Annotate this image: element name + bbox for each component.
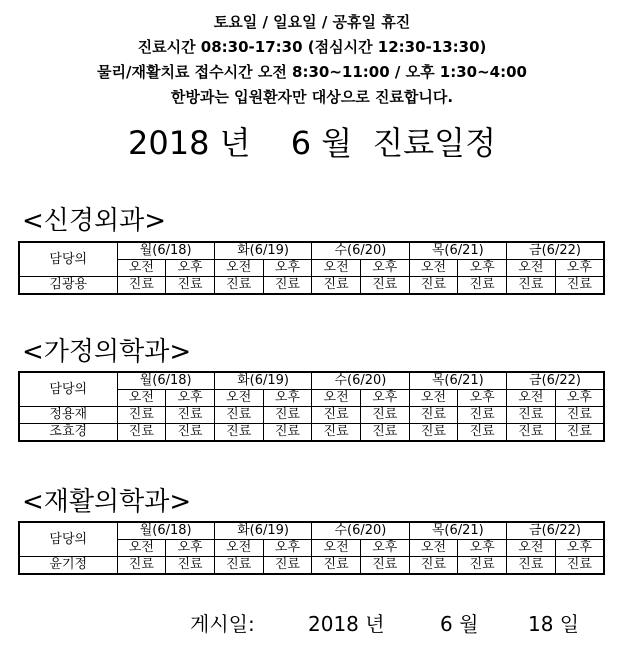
schedule-cell: 진료 bbox=[214, 277, 263, 295]
notice-holidays: 토요일 / 일요일 / 공휴일 휴진 bbox=[213, 13, 411, 31]
schedule-cell: 진료 bbox=[458, 557, 507, 575]
schedule-cell: 진료 bbox=[507, 277, 556, 295]
pm-header: 오후 bbox=[458, 390, 507, 407]
pm-header: 오후 bbox=[166, 260, 215, 277]
schedule-cell: 진료 bbox=[507, 407, 556, 424]
schedule-cell: 진료 bbox=[507, 557, 556, 575]
schedule-table-neurosurgery bbox=[18, 241, 605, 295]
title-year: 2018 년 bbox=[128, 124, 251, 162]
schedule-cell: 진료 bbox=[360, 424, 409, 442]
schedule-cell: 진료 bbox=[555, 557, 604, 575]
day-header: 목(6/21) bbox=[409, 242, 506, 260]
schedule-cell: 진료 bbox=[117, 424, 166, 442]
doctor-name: 조효경 bbox=[19, 424, 117, 442]
am-header: 오전 bbox=[214, 390, 263, 407]
schedule-cell: 진료 bbox=[409, 277, 458, 295]
table-row bbox=[19, 424, 604, 442]
section-title-rehabilitation: <재활의학과> bbox=[22, 487, 192, 517]
schedule-cell: 진료 bbox=[507, 424, 556, 442]
schedule-table-rehabilitation bbox=[18, 521, 605, 575]
schedule-cell: 진료 bbox=[166, 407, 215, 424]
pm-header: 오후 bbox=[263, 540, 312, 557]
schedule-table-family-medicine bbox=[18, 371, 605, 442]
day-header: 수(6/20) bbox=[312, 372, 409, 390]
schedule-cell: 진료 bbox=[117, 407, 166, 424]
posted-month: 6 월 bbox=[440, 612, 479, 636]
schedule-cell: 진료 bbox=[214, 407, 263, 424]
day-header: 목(6/21) bbox=[409, 522, 506, 540]
table-row bbox=[19, 277, 604, 295]
schedule-cell: 진료 bbox=[263, 407, 312, 424]
am-header: 오전 bbox=[507, 540, 556, 557]
pm-header: 오후 bbox=[555, 260, 604, 277]
am-header: 오전 bbox=[117, 390, 166, 407]
am-header: 오전 bbox=[312, 540, 361, 557]
am-header: 오전 bbox=[214, 540, 263, 557]
schedule-cell: 진료 bbox=[214, 424, 263, 442]
doctor-header: 담당의 bbox=[19, 372, 117, 407]
am-header: 오전 bbox=[117, 540, 166, 557]
pm-header: 오후 bbox=[263, 260, 312, 277]
schedule-cell: 진료 bbox=[166, 277, 215, 295]
day-header: 월(6/18) bbox=[117, 242, 214, 260]
table-row bbox=[19, 407, 604, 424]
schedule-cell: 진료 bbox=[166, 424, 215, 442]
schedule-cell: 진료 bbox=[263, 424, 312, 442]
schedule-cell: 진료 bbox=[166, 557, 215, 575]
schedule-cell: 진료 bbox=[312, 277, 361, 295]
pm-header: 오후 bbox=[458, 260, 507, 277]
day-header: 금(6/22) bbox=[507, 372, 605, 390]
pm-header: 오후 bbox=[360, 390, 409, 407]
day-header: 금(6/22) bbox=[507, 522, 605, 540]
section-title-family-medicine: <가정의학과> bbox=[22, 337, 192, 367]
am-header: 오전 bbox=[409, 540, 458, 557]
schedule-cell: 진료 bbox=[214, 557, 263, 575]
schedule-cell: 진료 bbox=[312, 407, 361, 424]
doctor-name: 김광용 bbox=[19, 277, 117, 295]
day-header: 월(6/18) bbox=[117, 372, 214, 390]
table-row bbox=[19, 557, 604, 575]
day-header: 화(6/19) bbox=[214, 522, 311, 540]
am-header: 오전 bbox=[507, 260, 556, 277]
schedule-cell: 진료 bbox=[409, 407, 458, 424]
doctor-name: 윤기정 bbox=[19, 557, 117, 575]
schedule-cell: 진료 bbox=[312, 424, 361, 442]
schedule-cell: 진료 bbox=[555, 277, 604, 295]
schedule-cell: 진료 bbox=[117, 557, 166, 575]
schedule-cell: 진료 bbox=[263, 557, 312, 575]
schedule-cell: 진료 bbox=[360, 557, 409, 575]
section-title-neurosurgery: <신경외과> bbox=[22, 206, 167, 236]
pm-header: 오후 bbox=[555, 540, 604, 557]
pm-header: 오후 bbox=[555, 390, 604, 407]
day-header: 수(6/20) bbox=[312, 242, 409, 260]
schedule-cell: 진료 bbox=[458, 407, 507, 424]
pm-header: 오후 bbox=[263, 390, 312, 407]
schedule-cell: 진료 bbox=[312, 557, 361, 575]
schedule-cell: 진료 bbox=[555, 424, 604, 442]
posted-year: 2018 년 bbox=[308, 612, 385, 636]
pm-header: 오후 bbox=[458, 540, 507, 557]
schedule-cell: 진료 bbox=[360, 277, 409, 295]
posted-date-label: 게시일: bbox=[190, 612, 255, 636]
doctor-header: 담당의 bbox=[19, 242, 117, 277]
am-header: 오전 bbox=[214, 260, 263, 277]
notice-hours: 진료시간 08:30-17:30 (점심시간 12:30-13:30) bbox=[137, 38, 487, 56]
day-header: 금(6/22) bbox=[507, 242, 605, 260]
am-header: 오전 bbox=[312, 260, 361, 277]
posted-day: 18 일 bbox=[528, 612, 580, 636]
pm-header: 오후 bbox=[360, 540, 409, 557]
pm-header: 오후 bbox=[166, 540, 215, 557]
notice-rehab-hours: 물리/재활치료 접수시간 오전 8:30~11:00 / 오후 1:30~4:00 bbox=[97, 63, 527, 81]
schedule-cell: 진료 bbox=[263, 277, 312, 295]
doctor-header: 담당의 bbox=[19, 522, 117, 557]
am-header: 오전 bbox=[117, 260, 166, 277]
schedule-cell: 진료 bbox=[555, 407, 604, 424]
day-header: 월(6/18) bbox=[117, 522, 214, 540]
title-month: 6 월 bbox=[290, 124, 353, 162]
am-header: 오전 bbox=[312, 390, 361, 407]
notice-oriental-medicine: 한방과는 입원환자만 대상으로 진료합니다. bbox=[170, 88, 454, 106]
schedule-cell: 진료 bbox=[458, 424, 507, 442]
am-header: 오전 bbox=[409, 390, 458, 407]
day-header: 화(6/19) bbox=[214, 372, 311, 390]
day-header: 목(6/21) bbox=[409, 372, 506, 390]
pm-header: 오후 bbox=[360, 260, 409, 277]
schedule-cell: 진료 bbox=[117, 277, 166, 295]
pm-header: 오후 bbox=[166, 390, 215, 407]
page-title bbox=[0, 118, 624, 164]
schedule-cell: 진료 bbox=[409, 424, 458, 442]
schedule-cell: 진료 bbox=[409, 557, 458, 575]
day-header: 수(6/20) bbox=[312, 522, 409, 540]
am-header: 오전 bbox=[507, 390, 556, 407]
schedule-cell: 진료 bbox=[360, 407, 409, 424]
doctor-name: 정용재 bbox=[19, 407, 117, 424]
title-label: 진료일정 bbox=[372, 124, 496, 162]
am-header: 오전 bbox=[409, 260, 458, 277]
day-header: 화(6/19) bbox=[214, 242, 311, 260]
schedule-cell: 진료 bbox=[458, 277, 507, 295]
